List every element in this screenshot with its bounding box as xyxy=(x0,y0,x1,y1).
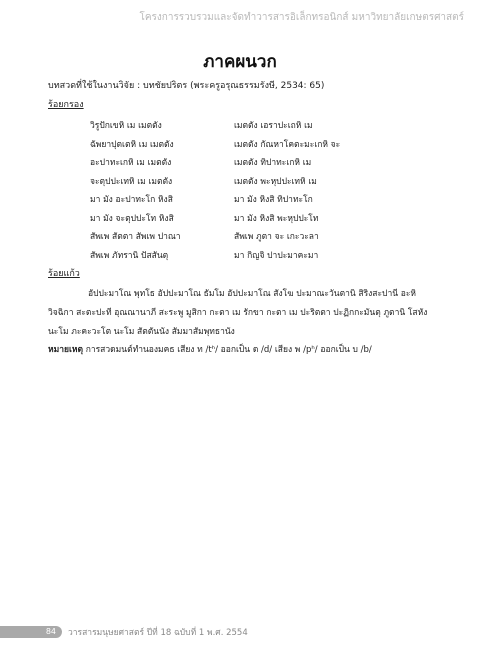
note-label: หมายเหตุ xyxy=(48,345,83,355)
section-label-verse: ร้อยกรอง xyxy=(48,100,84,110)
prose-paragraph: อัปปะมาโณ พุทโธ อัปปะมาโณ ธัมโม อัปปะมาโณ สังโฆ ปะมาณะวันตานิ สิริงสะปานี อะหิ วิจฉิกา สะตะปะที อุณณานาภี สะระพู มูสิกา กะตา เม รักขา กะตา เม ปะริตตา ปะฏิกกะมันตุ ภูตานิ โสหัง นะโม ภะคะวะโต นะโม สัตตันนัง สัมมาสัมพุทธานัง xyxy=(48,289,428,337)
chant-left: มา มัง จะตุปปะโท หิงสิ xyxy=(90,213,174,224)
chant-left: วิรูปักเขหิ เม เมตตัง xyxy=(90,121,162,132)
page-number: 84 xyxy=(0,626,62,638)
intro-line: บทสวดที่ใช้ในงานวิจัย : บทชัยปริตร (พระครูอรุณธรรมรังษี, 2534: 65) xyxy=(48,81,325,91)
chant-right: มา กิญจิ ปาปะมาคะมา xyxy=(234,250,319,261)
chant-row xyxy=(90,190,410,209)
footer xyxy=(0,625,480,639)
chant-right: เมตตัง ทิปาทะเกหิ เม xyxy=(234,158,312,169)
note-text: การสวดมนต์ทำนองมคธ เสียง ท /tʰ/ ออกเป็น ด /d/ เสียง พ /pʰ/ ออกเป็น บ /b/ xyxy=(83,345,372,355)
chant-row xyxy=(90,116,410,135)
chant-left: มา มัง อะปาทะโก หิงสิ xyxy=(90,195,173,206)
chant-right: มา มัง หิงสิ ทิปาทะโก xyxy=(234,195,313,206)
note xyxy=(48,342,372,356)
chant-row xyxy=(90,135,410,154)
chant-right: เมตตัง กัณหาโคตะมะเกหิ จะ xyxy=(234,139,341,150)
chant-table xyxy=(90,116,410,264)
chant-row xyxy=(90,172,410,191)
journal-header: โครงการรวบรวมและจัดทำวารสารอิเล็กทรอนิกส์ มหาวิทยาลัยเกษตรศาสตร์ xyxy=(139,12,464,23)
chant-row xyxy=(90,153,410,172)
chant-row xyxy=(90,209,410,228)
chant-right: มา มัง หิงสิ พะหุปปะโท xyxy=(234,213,319,224)
chant-left: สัพเพ สัตตา สัพเพ ปาณา xyxy=(90,232,181,243)
journal-citation: วารสารมนุษยศาสตร์ ปีที่ 18 ฉบับที่ 1 พ.ศ. 2554 xyxy=(68,628,248,638)
chant-right: เมตตัง พะหุปปะเทหิ เม xyxy=(234,176,317,187)
chant-row xyxy=(90,246,410,265)
page-title: ภาคผนวก xyxy=(203,52,277,72)
chant-left: สัพเพ ภัทรานิ ปัสสันตุ xyxy=(90,250,169,261)
chant-row xyxy=(90,227,410,246)
chant-right: เมตตัง เอราปะเถหิ เม xyxy=(234,121,313,132)
chant-left: ฉัพยาปุตเตหิ เม เมตตัง xyxy=(90,139,174,150)
chant-right: สัพเพ ภูตา จะ เกะวะลา xyxy=(234,232,319,243)
section-label-prose: ร้อยแก้ว xyxy=(48,269,80,279)
chant-left: จะตุปปะเทหิ เม เมตตัง xyxy=(90,176,173,187)
chant-left: อะปาทะเกหิ เม เมตตัง xyxy=(90,158,172,169)
